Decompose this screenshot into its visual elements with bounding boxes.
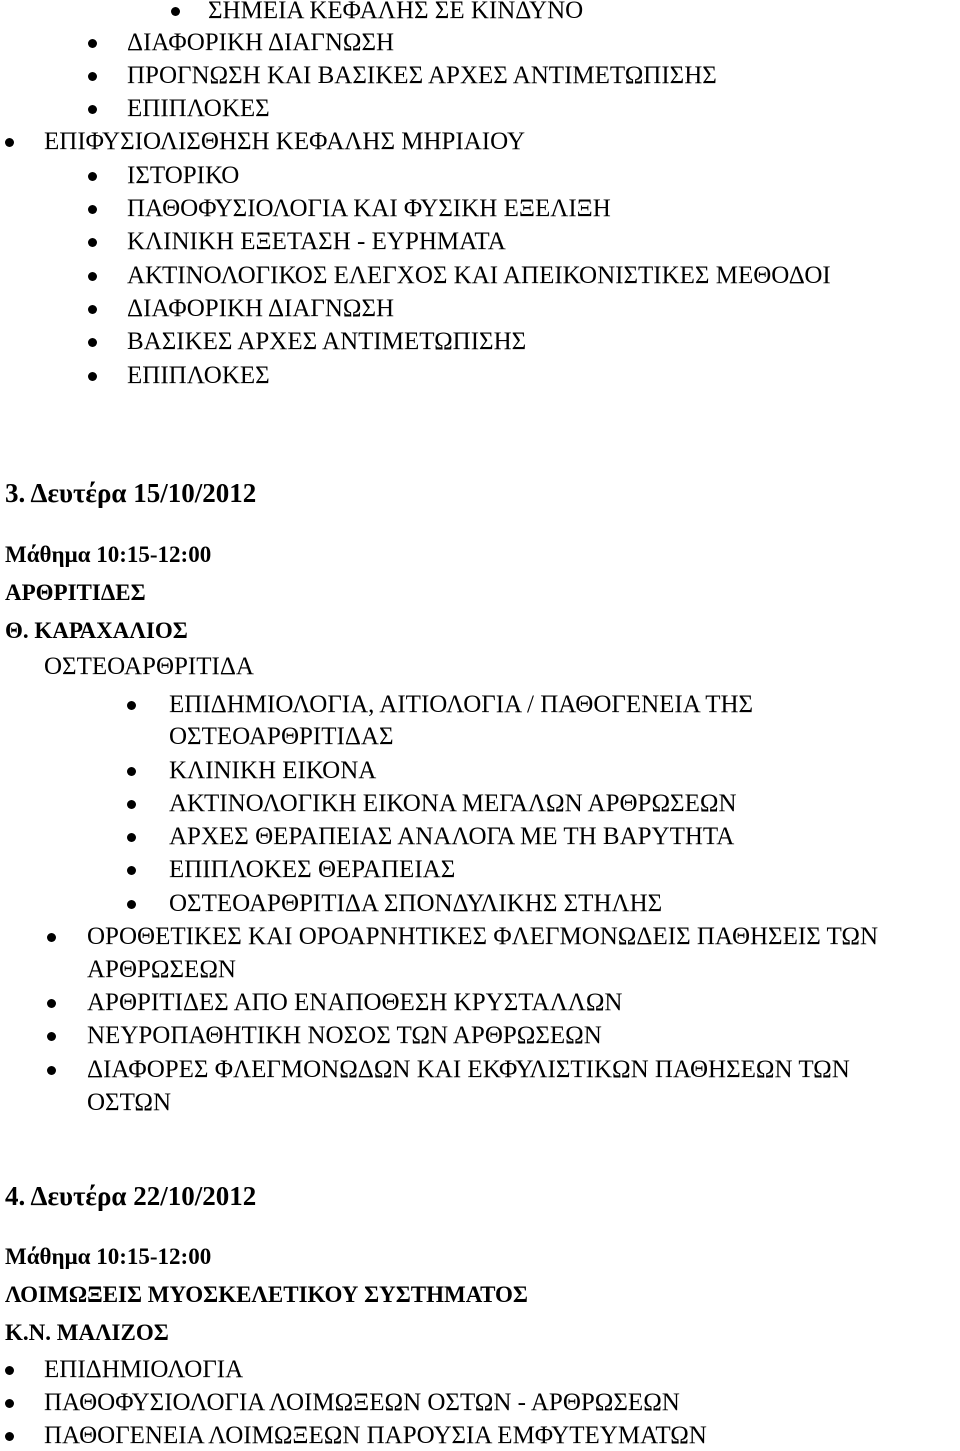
list-item-continuation: ΟΣΤΕΟΑΡΘΡΙΤΙΔΑΣ: [169, 723, 394, 750]
bullet-icon: [5, 1432, 14, 1441]
bullet-icon: [127, 701, 136, 710]
subtopic-heading: ΟΣΤΕΟΑΡΘΡΙΤΙΔΑ: [44, 653, 254, 680]
bullet-icon: [171, 7, 180, 16]
bullet-icon: [88, 238, 97, 247]
lesson-time: Μάθημα 10:15-12:00: [5, 542, 212, 567]
lesson-time: Μάθημα 10:15-12:00: [5, 1244, 212, 1269]
section-3-heading: 3. Δευτέρα 15/10/2012: [5, 478, 257, 508]
bullet-icon: [88, 338, 97, 347]
bullet-icon: [127, 900, 136, 909]
lecturer-name: Κ.Ν. ΜΑΛΙΖΟΣ: [5, 1320, 169, 1345]
bullet-icon: [5, 1366, 14, 1375]
bullet-icon: [88, 372, 97, 381]
bullet-icon: [47, 933, 56, 942]
subject-title: ΛΟΙΜΩΞΕΙΣ ΜΥΟΣΚΕΛΕΤΙΚΟΥ ΣΥΣΤΗΜΑΤΟΣ: [5, 1282, 528, 1307]
subject-title: ΑΡΘΡΙΤΙΔΕΣ: [5, 580, 146, 605]
bullet-icon: [5, 1399, 14, 1408]
bullet-icon: [47, 1032, 56, 1041]
lecturer-name: Θ. ΚΑΡΑΧΑΛΙΟΣ: [5, 618, 188, 643]
bullet-icon: [47, 1066, 56, 1075]
section-4-heading: 4. Δευτέρα 22/10/2012: [5, 1181, 257, 1211]
bullet-icon: [88, 205, 97, 214]
bullet-icon: [88, 272, 97, 281]
bullet-icon: [127, 833, 136, 842]
bullet-icon: [127, 767, 136, 776]
bullet-icon: [47, 999, 56, 1008]
bullet-icon: [88, 172, 97, 181]
list-item-continuation: ΟΣΤΩΝ: [87, 1089, 172, 1116]
bullet-icon: [88, 39, 97, 48]
bullet-icon: [88, 72, 97, 81]
bullet-icon: [88, 305, 97, 314]
bullet-icon: [88, 105, 97, 114]
bullet-icon: [127, 800, 136, 809]
list-item-continuation: ΑΡΘΡΩΣΕΩΝ: [87, 956, 236, 983]
bullet-icon: [127, 866, 136, 875]
bullet-icon: [5, 138, 14, 147]
